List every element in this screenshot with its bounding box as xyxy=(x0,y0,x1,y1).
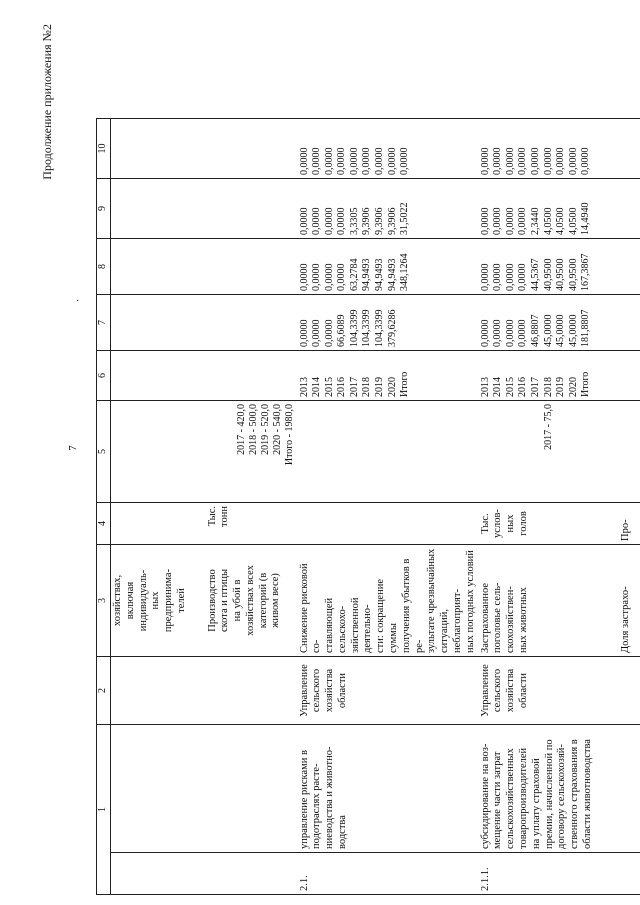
cell-line: Управление xyxy=(479,664,491,717)
col7-values xyxy=(298,239,479,295)
cell-line: скота и птицы xyxy=(219,568,231,633)
cell-line: 44,5367 xyxy=(530,258,542,291)
indicator-unit xyxy=(206,503,298,545)
cell-line: 45,0000 xyxy=(567,314,579,347)
cell-line: 4,0500 xyxy=(567,207,579,235)
cell-line: категорий (в xyxy=(257,572,269,629)
cell-line: получения убытков в ре- xyxy=(400,558,425,653)
cell-line: 2016 xyxy=(517,377,529,397)
cell-line: хозяйствах всех xyxy=(244,565,256,636)
header-cell-5: 5 xyxy=(97,401,111,503)
rotated-table-page xyxy=(40,0,640,905)
indicator-target: 2017 - 75,0 xyxy=(479,401,619,503)
cell-line: 0,0000 xyxy=(504,263,516,291)
years-list xyxy=(479,351,619,401)
cell-line: премии, начисленной по xyxy=(543,739,555,849)
cell-line: 2013 xyxy=(298,377,310,397)
header-cell-10: 10 xyxy=(97,119,111,179)
cell-line: 2020 xyxy=(386,377,398,397)
header-cell-7: 7 xyxy=(97,295,111,351)
header-row xyxy=(97,119,111,895)
cell-line: 0,0000 xyxy=(530,147,542,175)
header-cell-1: 1 xyxy=(97,725,111,895)
cell-line: 0,0000 xyxy=(479,207,491,235)
cell-line: 2014 xyxy=(492,377,504,397)
table-row-2-1-1 xyxy=(479,119,619,895)
cell-line: 167,3867 xyxy=(580,253,592,291)
table-row-2-1 xyxy=(298,119,479,895)
cell-line: Производство xyxy=(206,569,218,632)
cell-line: 0,0000 xyxy=(298,207,310,235)
program-table xyxy=(96,118,640,895)
cell-line: 0,0000 xyxy=(323,319,335,347)
cell-line: сельского xyxy=(311,668,323,713)
cell-line: 0,0000 xyxy=(336,263,348,291)
col9-values xyxy=(298,119,479,179)
table-row-tail xyxy=(619,119,640,895)
cell-line: 2015 xyxy=(504,377,516,397)
indicator-name xyxy=(298,545,479,657)
cell-line: 2017 xyxy=(348,377,360,397)
cell-line: ных xyxy=(505,514,517,533)
cell-line: зультате чрезвычайных xyxy=(426,548,438,653)
cell-line: 0,0000 xyxy=(517,207,529,235)
cell-line: области xyxy=(336,672,348,709)
cell-line: субсидирование на воз- xyxy=(479,743,491,849)
col6-values xyxy=(298,295,479,351)
cell-line: 94,9493 xyxy=(386,258,398,291)
cell-line: ситуаций, неблагоприят- xyxy=(439,589,464,653)
cell-line: хозяйствах, xyxy=(112,574,123,627)
cell-line: 40,9500 xyxy=(567,258,579,291)
cell-line: хозяйства xyxy=(324,668,336,713)
continuation-title: Продолжение приложения №2 xyxy=(40,24,54,180)
cell-line: 2013 xyxy=(479,377,491,397)
cell-line: 0,0000 xyxy=(323,263,335,291)
cell-line: 45,0000 xyxy=(542,314,554,347)
cell-line: 2017 - 420,0 xyxy=(235,404,247,455)
cell-line: 4,0500 xyxy=(555,207,567,235)
cell-line: на убой в xyxy=(232,579,244,622)
cell-line: 94,9493 xyxy=(361,258,373,291)
cell-line: индивидуаль- xyxy=(137,569,149,632)
cell-line: 104,3399 xyxy=(361,309,373,347)
cell-line: договору сельскохозяй- xyxy=(556,744,568,849)
cell-line: 0,0000 xyxy=(323,147,335,175)
cell-line: 0,0000 xyxy=(479,263,491,291)
cell-line: 31,5022 xyxy=(399,202,411,235)
cell-line: Итого xyxy=(580,371,592,397)
col9-values xyxy=(479,119,619,179)
table-row-carry-indicator xyxy=(206,119,298,895)
years-list xyxy=(298,351,479,401)
cell-line: мещение части затрат xyxy=(492,751,504,849)
cell-line: 46,8807 xyxy=(530,314,542,347)
col7-values xyxy=(479,239,619,295)
cell-line: поголовье сель- xyxy=(492,582,504,653)
cell-line: Снижение рисковой со- xyxy=(298,563,323,653)
cell-line: 9,3906 xyxy=(386,207,398,235)
header-cell-3: 3 xyxy=(97,545,111,657)
cell-line: 2018 xyxy=(542,377,554,397)
tail-indicator: Доля застрахо- xyxy=(619,545,640,657)
cell-line: включая xyxy=(124,581,136,620)
cell-line: области животноводства xyxy=(582,739,594,849)
cell-line: ных животных xyxy=(518,587,530,653)
indicator-name xyxy=(206,545,298,657)
cell-line: 9,3906 xyxy=(361,207,373,235)
cell-line: 0,0000 xyxy=(504,207,516,235)
cell-line: 0,0000 xyxy=(323,207,335,235)
cell-line: 0,0000 xyxy=(336,147,348,175)
indicator-targets xyxy=(206,401,298,503)
cell-line: 0,0000 xyxy=(492,147,504,175)
cell-line: 2019 xyxy=(374,377,386,397)
cell-line: 0,0000 xyxy=(580,147,592,175)
cell-line: 2019 - 520,0 xyxy=(259,404,271,455)
cell-line: 0,0000 xyxy=(361,147,373,175)
indicator-name xyxy=(479,545,619,657)
cell-line: 0,0000 xyxy=(311,147,323,175)
cell-line: сельского xyxy=(492,668,504,713)
cell-line: 2015 xyxy=(323,377,335,397)
cell-line: 0,0000 xyxy=(298,147,310,175)
cell-line: управление рисками в xyxy=(298,749,310,849)
cell-line: ставляющей сельскохо- xyxy=(324,597,348,653)
cell-line: 0,0000 xyxy=(504,147,516,175)
cell-line: 0,0000 xyxy=(298,263,310,291)
header-cell-9: 9 xyxy=(97,179,111,239)
cell-line: 45,0000 xyxy=(555,314,567,347)
cell-line: 0,0000 xyxy=(492,207,504,235)
cell-line: 94,9493 xyxy=(374,258,386,291)
cell-line: тонн xyxy=(219,506,231,527)
cell-line: Тыс. xyxy=(479,513,491,534)
page-number: 7 xyxy=(66,445,79,451)
cell-line: водства xyxy=(336,815,348,849)
cell-line: Управление xyxy=(298,664,310,717)
cell-line: услов- xyxy=(492,509,504,538)
cell-line: 0,0000 xyxy=(348,147,360,175)
cell-line: 4,0500 xyxy=(542,207,554,235)
cell-line: 2017 xyxy=(530,377,542,397)
cell-line: 2020 xyxy=(567,377,579,397)
cell-line: Тыс. xyxy=(206,506,218,527)
col8-values xyxy=(298,179,479,239)
cell-line: 0,0000 xyxy=(374,147,386,175)
cell-line: ственного страхования в xyxy=(569,739,581,849)
stray-dot: · xyxy=(76,296,80,307)
cell-line: 9,3906 xyxy=(374,207,386,235)
cell-line: 2014 xyxy=(311,377,323,397)
cell-line: Итого xyxy=(399,371,411,397)
measure-name xyxy=(479,725,619,853)
cell-line: 2019 xyxy=(555,377,567,397)
cell-line: живом весе) xyxy=(270,573,282,628)
cell-line: сти: сокращение суммы xyxy=(375,579,400,653)
cell-line: 0,0000 xyxy=(517,263,529,291)
cell-line: 0,0000 xyxy=(336,207,348,235)
carry-col3 xyxy=(111,545,206,657)
cell-line: 63,2784 xyxy=(348,258,360,291)
executor xyxy=(298,657,479,725)
table-row-carryover xyxy=(111,119,206,895)
cell-line: 2020 - 540,0 xyxy=(272,404,284,455)
cell-line: 104,3399 xyxy=(348,309,360,347)
cell-line: Итого - 1980,0 xyxy=(284,404,296,466)
cell-line: 2,3440 xyxy=(530,207,542,235)
cell-line: 40,9500 xyxy=(542,258,554,291)
cell-line: 0,0000 xyxy=(479,319,491,347)
cell-line: ниеводства и животно- xyxy=(324,746,336,849)
cell-line: голов xyxy=(518,511,530,536)
cell-line: 348,1264 xyxy=(399,253,411,291)
cell-line: 2018 - 500,0 xyxy=(247,404,259,455)
cell-line: 0,0000 xyxy=(479,147,491,175)
cell-line: 66,6089 xyxy=(336,314,348,347)
cell-line: 14,4940 xyxy=(580,202,592,235)
cell-line: 0,0000 xyxy=(298,319,310,347)
cell-line: 0,0000 xyxy=(492,263,504,291)
cell-line: 0,0000 xyxy=(517,319,529,347)
header-cell-2: 2 xyxy=(97,657,111,725)
cell-line: 40,9500 xyxy=(555,258,567,291)
cell-line: зяйственной деятельно- xyxy=(349,597,374,653)
cell-line: товаропроизводителей xyxy=(518,747,530,849)
indicator-unit xyxy=(479,503,619,545)
cell-line: 2018 xyxy=(361,377,373,397)
cell-line: хозяйства xyxy=(505,668,517,713)
cell-line: 0,0000 xyxy=(386,147,398,175)
cell-line: ных погодных условий xyxy=(464,550,476,653)
cell-line: 181,8807 xyxy=(580,309,592,347)
col8-values xyxy=(479,179,619,239)
measure-name xyxy=(298,725,479,853)
cell-line: 0,0000 xyxy=(555,147,567,175)
cell-line: 379,6286 xyxy=(386,309,398,347)
header-cell-6: 6 xyxy=(97,351,111,401)
cell-line: скохозяйствен- xyxy=(505,586,517,653)
executor xyxy=(479,657,619,725)
cell-line: 0,0000 xyxy=(504,319,516,347)
cell-line: 0,0000 xyxy=(542,147,554,175)
header-cell-8: 8 xyxy=(97,239,111,295)
cell-line: 0,0000 xyxy=(567,147,579,175)
row-number: 2.1. xyxy=(298,853,479,895)
cell-line: 0,0000 xyxy=(311,207,323,235)
tail-unit: Про- xyxy=(619,503,640,545)
row-number: 2.1.1. xyxy=(479,853,619,895)
cell-line: области xyxy=(518,672,530,709)
col6-values xyxy=(479,295,619,351)
cell-line: 0,0000 xyxy=(517,147,529,175)
cell-line: 0,0000 xyxy=(311,263,323,291)
cell-line: 3,3305 xyxy=(348,207,360,235)
cell-line: предпринима- xyxy=(163,568,175,633)
cell-line: подотраслях расте- xyxy=(311,763,323,849)
cell-line: 0,0000 xyxy=(492,319,504,347)
cell-line: 104,3399 xyxy=(374,309,386,347)
cell-line: 0,0000 xyxy=(311,319,323,347)
cell-line: 2016 xyxy=(336,377,348,397)
cell-line: 0,0000 xyxy=(399,147,411,175)
cell-line: ных xyxy=(150,591,162,610)
cell-line: сельскохозяйственных xyxy=(505,748,517,849)
cell-line: телей xyxy=(175,588,187,613)
cell-line: на уплату страховой xyxy=(530,758,542,849)
header-cell-4: 4 xyxy=(97,503,111,545)
cell-line: Застрахованное xyxy=(479,582,491,653)
